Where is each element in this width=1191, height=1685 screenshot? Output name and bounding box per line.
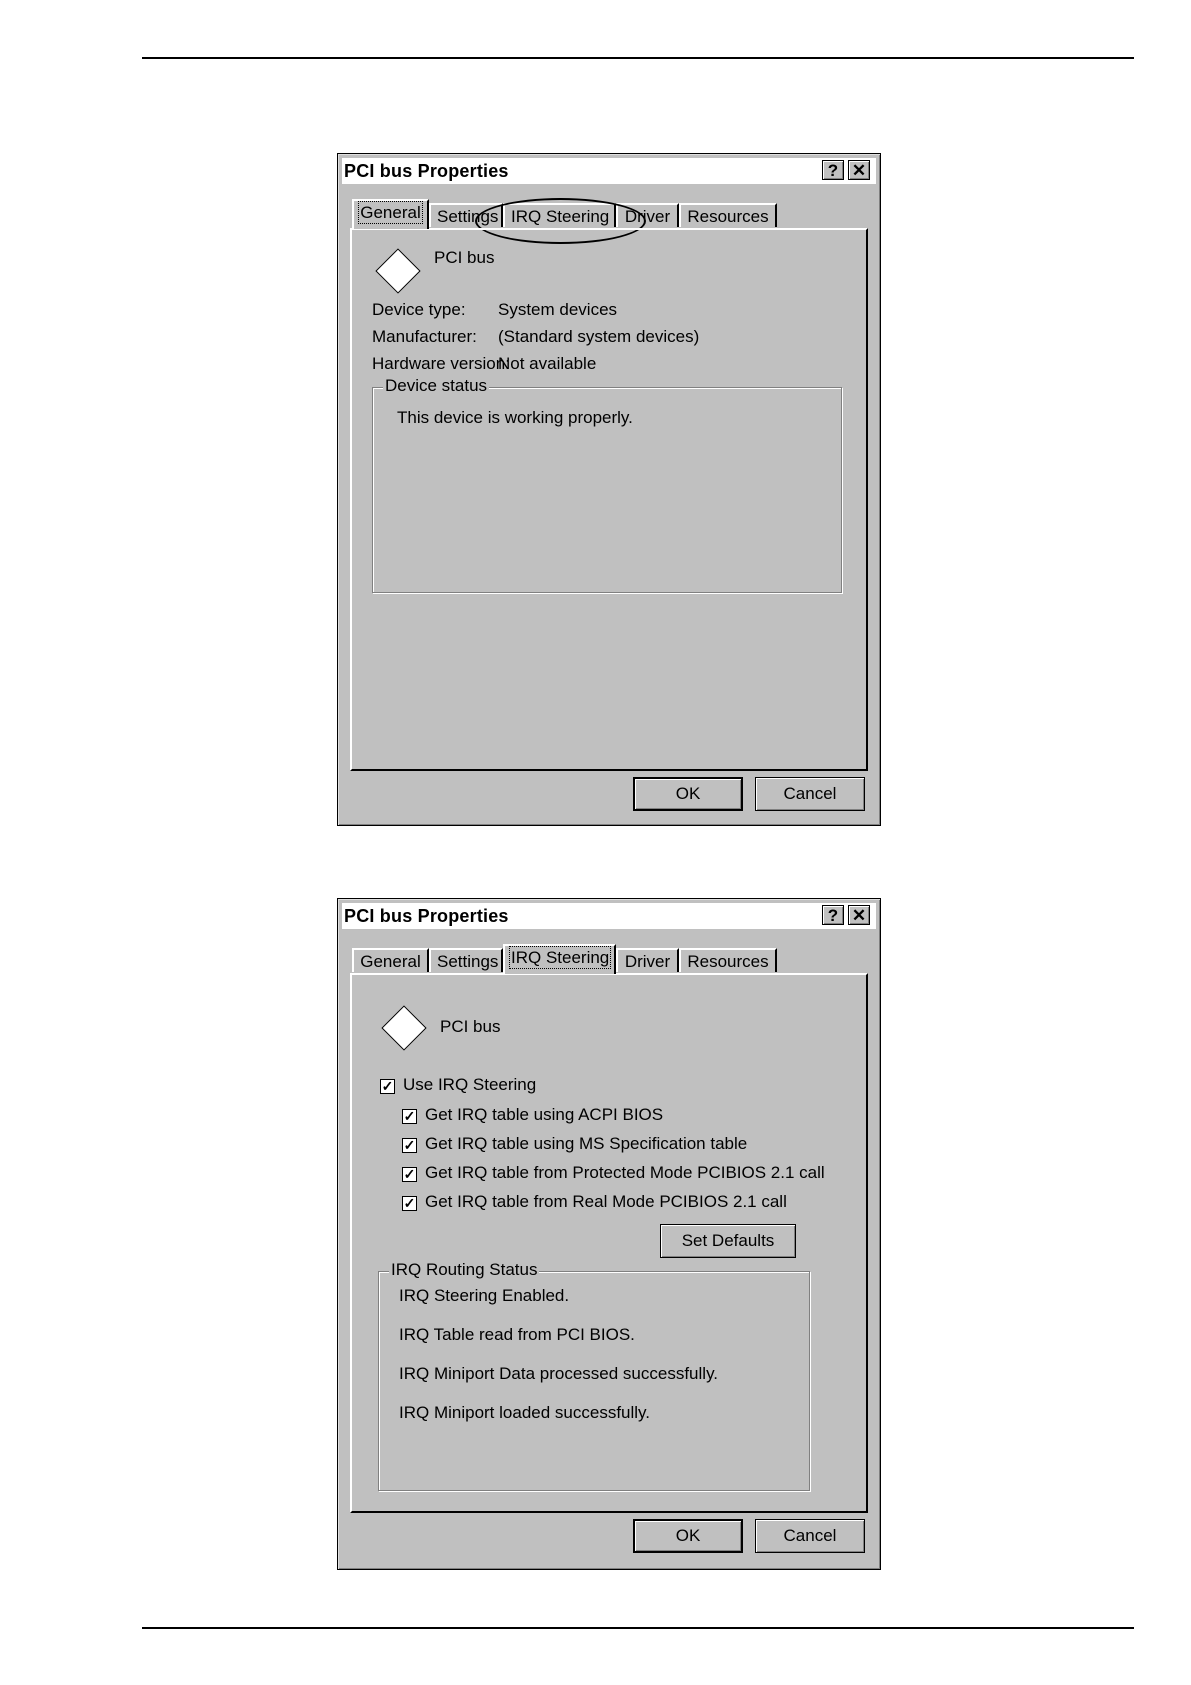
ok-button[interactable]: OK xyxy=(633,777,743,811)
device-status-text: This device is working properly. xyxy=(397,408,633,427)
help-button[interactable]: ? xyxy=(822,160,844,180)
irq-routing-status-legend: IRQ Routing Status xyxy=(391,1260,538,1279)
routing-status-line: IRQ Table read from PCI BIOS. xyxy=(399,1325,635,1344)
tab-general[interactable]: General xyxy=(352,199,429,229)
acpi-bios-label[interactable]: Get IRQ table using ACPI BIOS xyxy=(425,1105,664,1124)
real-mode-label[interactable]: Get IRQ table from Real Mode PCIBIOS 2.1 call xyxy=(425,1192,787,1211)
routing-status-line: IRQ Miniport loaded successfully. xyxy=(399,1403,651,1422)
title-bar xyxy=(342,903,876,929)
pci-bus-properties-dialog-general xyxy=(337,153,881,826)
set-defaults-button[interactable]: Set Defaults xyxy=(660,1224,796,1258)
dialog-title: PCI bus Properties xyxy=(344,906,509,926)
cancel-button[interactable]: Cancel xyxy=(755,1519,865,1553)
hardware-version-value: Not available xyxy=(498,354,597,373)
tab-resources[interactable]: Resources xyxy=(679,948,777,972)
close-button[interactable]: ✕ xyxy=(848,905,870,925)
manufacturer-label: Manufacturer: xyxy=(372,327,477,346)
title-bar xyxy=(342,158,876,184)
tab-driver[interactable]: Driver xyxy=(616,948,679,972)
tab-panel-general xyxy=(350,228,868,771)
device-name: PCI bus xyxy=(434,248,495,267)
manufacturer-value: (Standard system devices) xyxy=(498,327,700,346)
tab-irq-steering[interactable]: IRQ Steering xyxy=(503,203,616,227)
tab-resources[interactable]: Resources xyxy=(679,203,777,227)
protected-mode-checkbox[interactable]: ✓ xyxy=(403,1166,416,1182)
device-name: PCI bus xyxy=(440,1017,501,1036)
tab-general[interactable]: General xyxy=(352,948,429,972)
pci-bus-properties-dialog-irq-steering xyxy=(337,898,881,1570)
use-irq-steering-checkbox[interactable]: ✓ xyxy=(381,1078,394,1094)
dialog-title: PCI bus Properties xyxy=(344,161,509,181)
ok-button[interactable]: OK xyxy=(633,1519,743,1553)
device-type-value: System devices xyxy=(498,300,618,319)
protected-mode-label[interactable]: Get IRQ table from Protected Mode PCIBIOS 2.1 call xyxy=(425,1163,825,1182)
hardware-version-label: Hardware version: xyxy=(372,354,510,373)
page-bottom-rule xyxy=(142,1627,1134,1629)
tab-settings[interactable]: Settings xyxy=(429,203,503,227)
tab-panel-irq-steering xyxy=(350,973,868,1513)
use-irq-steering-label[interactable]: Use IRQ Steering xyxy=(403,1075,537,1094)
acpi-bios-checkbox[interactable]: ✓ xyxy=(403,1108,416,1124)
tab-driver[interactable]: Driver xyxy=(616,203,679,227)
routing-status-line: IRQ Miniport Data processed successfully. xyxy=(399,1364,719,1383)
page-top-rule xyxy=(142,57,1134,59)
tab-settings[interactable]: Settings xyxy=(429,948,503,972)
ms-spec-checkbox[interactable]: ✓ xyxy=(403,1137,416,1153)
device-status-legend: Device status xyxy=(385,376,488,395)
cancel-button[interactable]: Cancel xyxy=(755,777,865,811)
diamond-device-icon xyxy=(381,1005,426,1050)
help-button[interactable]: ? xyxy=(822,905,844,925)
tab-irq-steering[interactable]: IRQ Steering xyxy=(503,944,616,974)
irq-routing-status-group xyxy=(378,1260,810,1491)
device-status-group xyxy=(372,376,842,593)
ms-spec-label[interactable]: Get IRQ table using MS Specification table xyxy=(425,1134,748,1153)
real-mode-checkbox[interactable]: ✓ xyxy=(403,1195,416,1211)
close-button[interactable]: ✕ xyxy=(848,160,870,180)
device-type-label: Device type: xyxy=(372,300,466,319)
routing-status-line: IRQ Steering Enabled. xyxy=(399,1286,570,1305)
diamond-device-icon xyxy=(375,248,420,293)
